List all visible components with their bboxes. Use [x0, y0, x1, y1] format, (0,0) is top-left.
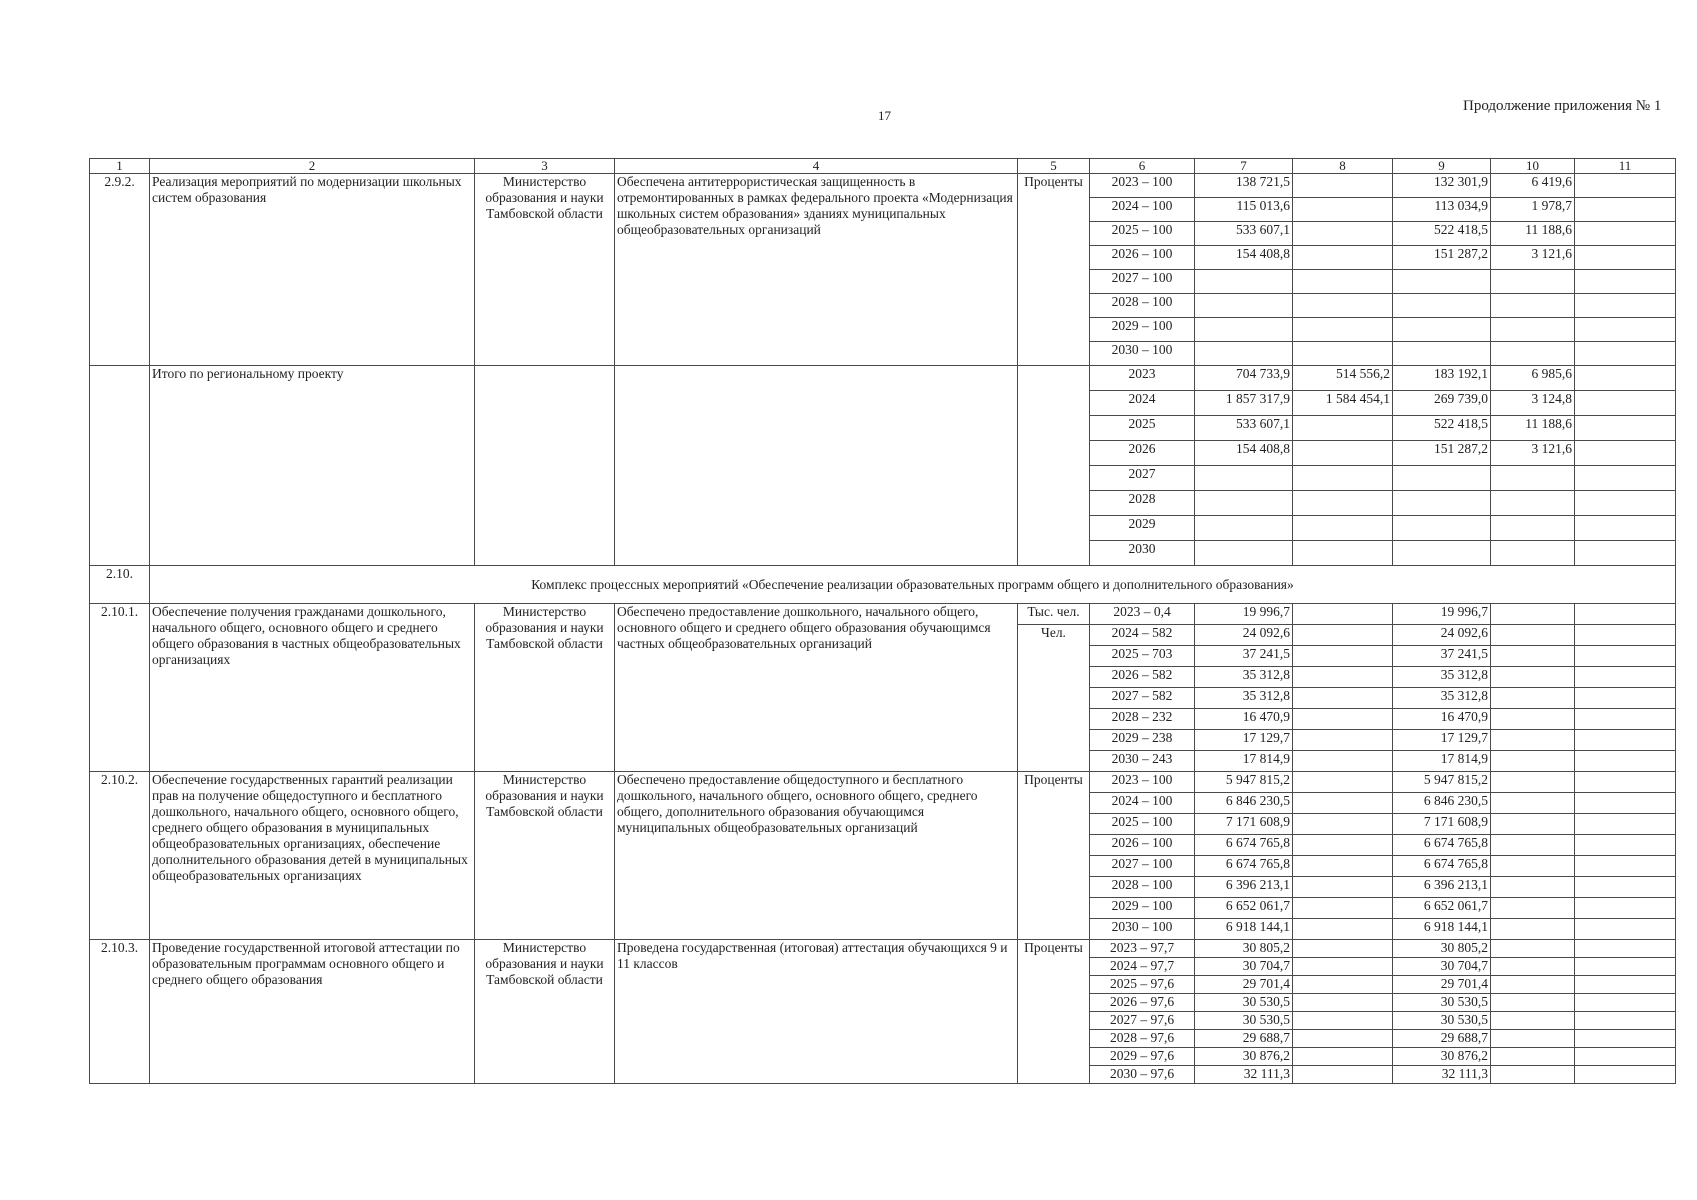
value-cell [1293, 516, 1393, 541]
value-cell [1195, 342, 1293, 366]
value-cell: 3 121,6 [1491, 246, 1575, 270]
value-cell: 6 674 765,8 [1393, 856, 1491, 877]
value-cell [1293, 835, 1393, 856]
year-cell: 2030 – 243 [1090, 751, 1195, 772]
column-header: 9 [1393, 159, 1491, 174]
value-cell: 29 688,7 [1393, 1030, 1491, 1048]
value-cell [1293, 294, 1393, 318]
row-executor: Министерство образования и науки Тамбовской области [475, 604, 615, 772]
row-code [90, 366, 150, 566]
value-cell [1293, 466, 1393, 491]
value-cell [1491, 940, 1575, 958]
value-cell [1195, 318, 1293, 342]
value-cell: 6 396 213,1 [1393, 877, 1491, 898]
table-body-part-2 [90, 604, 1676, 1084]
value-cell [1293, 246, 1393, 270]
value-cell [1393, 294, 1491, 318]
row-executor: Министерство образования и науки Тамбовской области [475, 940, 615, 1084]
value-cell: 29 701,4 [1393, 976, 1491, 994]
year-cell: 2029 – 238 [1090, 730, 1195, 751]
value-cell [1491, 793, 1575, 814]
year-cell: 2024 – 97,7 [1090, 958, 1195, 976]
table-row [90, 772, 1676, 793]
row-executor: Министерство образования и науки Тамбовской области [475, 772, 615, 940]
value-cell [1393, 318, 1491, 342]
row-result: Проведена государственная (итоговая) аттестация обучающихся 9 и 11 классов [615, 940, 1018, 1084]
value-cell [1393, 342, 1491, 366]
value-cell [1293, 1048, 1393, 1066]
value-cell: 17 129,7 [1195, 730, 1293, 751]
value-cell [1293, 814, 1393, 835]
value-cell [1491, 342, 1575, 366]
value-cell [1575, 318, 1676, 342]
table-body-part-1 [90, 174, 1676, 566]
year-cell: 2026 – 100 [1090, 246, 1195, 270]
value-cell [1293, 793, 1393, 814]
value-cell: 1 857 317,9 [1195, 391, 1293, 416]
value-cell: 3 124,8 [1491, 391, 1575, 416]
value-cell [1293, 198, 1393, 222]
value-cell [1491, 516, 1575, 541]
value-cell [1491, 994, 1575, 1012]
value-cell: 30 704,7 [1195, 958, 1293, 976]
value-cell [1575, 1012, 1676, 1030]
row-unit: Проценты [1018, 772, 1090, 940]
page-number: 17 [878, 108, 891, 123]
value-cell [1575, 541, 1676, 566]
value-cell [1575, 198, 1676, 222]
value-cell [1575, 730, 1676, 751]
value-cell: 35 312,8 [1195, 688, 1293, 709]
value-cell [1491, 877, 1575, 898]
table-row [90, 366, 1676, 391]
value-cell [1293, 625, 1393, 646]
value-cell [1293, 441, 1393, 466]
value-cell [1575, 856, 1676, 877]
value-cell [1491, 667, 1575, 688]
value-cell [1575, 958, 1676, 976]
value-cell [1575, 270, 1676, 294]
section-header [90, 566, 1676, 604]
value-cell [1293, 856, 1393, 877]
value-cell [1491, 814, 1575, 835]
value-cell [1575, 1048, 1676, 1066]
value-cell [1491, 270, 1575, 294]
value-cell: 6 652 061,7 [1195, 898, 1293, 919]
value-cell [1575, 366, 1676, 391]
value-cell [1393, 491, 1491, 516]
value-cell: 704 733,9 [1195, 366, 1293, 391]
value-cell: 30 530,5 [1393, 1012, 1491, 1030]
row-unit-secondary: Чел. [1018, 625, 1090, 772]
value-cell [1293, 940, 1393, 958]
value-cell: 6 985,6 [1491, 366, 1575, 391]
value-cell [1575, 772, 1676, 793]
value-cell: 19 996,7 [1195, 604, 1293, 625]
value-cell: 30 805,2 [1393, 940, 1491, 958]
value-cell [1491, 1066, 1575, 1084]
value-cell [1575, 516, 1676, 541]
value-cell [1575, 877, 1676, 898]
value-cell [1393, 541, 1491, 566]
value-cell: 6 674 765,8 [1393, 835, 1491, 856]
value-cell [1491, 604, 1575, 625]
year-cell: 2030 [1090, 541, 1195, 566]
value-cell: 37 241,5 [1195, 646, 1293, 667]
value-cell: 32 111,3 [1393, 1066, 1491, 1084]
row-code: 2.9.2. [90, 174, 150, 366]
column-header: 6 [1090, 159, 1195, 174]
row-unit: Тыс. чел. [1018, 604, 1090, 625]
value-cell: 29 701,4 [1195, 976, 1293, 994]
value-cell: 11 188,6 [1491, 222, 1575, 246]
value-cell: 32 111,3 [1195, 1066, 1293, 1084]
column-header: 10 [1491, 159, 1575, 174]
continuation-label: Продолжение приложения № 1 [1463, 98, 1662, 114]
value-cell: 151 287,2 [1393, 441, 1491, 466]
row-result: Обеспечена антитеррористическая защищенность в отремонтированных в рамках федерального проекта «Модернизация школьных систем образования» зданиях муниципальных общеобразовательных организаций [615, 174, 1018, 366]
value-cell [1195, 541, 1293, 566]
year-cell: 2028 – 100 [1090, 877, 1195, 898]
year-cell: 2030 – 100 [1090, 919, 1195, 940]
year-cell: 2029 – 100 [1090, 898, 1195, 919]
value-cell [1491, 898, 1575, 919]
value-cell: 24 092,6 [1393, 625, 1491, 646]
value-cell [1293, 919, 1393, 940]
value-cell: 6 846 230,5 [1195, 793, 1293, 814]
value-cell: 1 584 454,1 [1293, 391, 1393, 416]
value-cell [1293, 667, 1393, 688]
year-cell: 2029 – 100 [1090, 318, 1195, 342]
value-cell [1575, 491, 1676, 516]
value-cell: 132 301,9 [1393, 174, 1491, 198]
value-cell [1575, 835, 1676, 856]
year-cell: 2029 – 97,6 [1090, 1048, 1195, 1066]
value-cell [1491, 294, 1575, 318]
value-cell: 269 739,0 [1393, 391, 1491, 416]
year-cell: 2024 [1090, 391, 1195, 416]
value-cell [1575, 994, 1676, 1012]
year-cell: 2026 – 582 [1090, 667, 1195, 688]
row-name: Реализация мероприятий по модернизации школьных систем образования [150, 174, 475, 366]
value-cell: 30 530,5 [1195, 994, 1293, 1012]
value-cell: 30 530,5 [1393, 994, 1491, 1012]
value-cell [1293, 994, 1393, 1012]
value-cell: 6 918 144,1 [1195, 919, 1293, 940]
value-cell: 514 556,2 [1293, 366, 1393, 391]
row-unit: Проценты [1018, 174, 1090, 366]
value-cell [1575, 793, 1676, 814]
value-cell [1491, 491, 1575, 516]
row-unit [1018, 366, 1090, 566]
year-cell: 2023 – 0,4 [1090, 604, 1195, 625]
section-code: 2.10. [90, 566, 150, 604]
value-cell [1491, 751, 1575, 772]
value-cell [1575, 646, 1676, 667]
year-cell: 2028 – 97,6 [1090, 1030, 1195, 1048]
value-cell [1575, 940, 1676, 958]
column-header: 4 [615, 159, 1018, 174]
value-cell: 154 408,8 [1195, 246, 1293, 270]
value-cell: 522 418,5 [1393, 416, 1491, 441]
value-cell [1491, 688, 1575, 709]
value-cell [1293, 1030, 1393, 1048]
value-cell [1491, 1030, 1575, 1048]
value-cell: 17 814,9 [1393, 751, 1491, 772]
value-cell: 19 996,7 [1393, 604, 1491, 625]
value-cell [1195, 270, 1293, 294]
row-name: Итого по региональному проекту [150, 366, 475, 566]
value-cell [1575, 688, 1676, 709]
value-cell [1293, 604, 1393, 625]
table-row [90, 604, 1676, 625]
year-cell: 2025 [1090, 416, 1195, 441]
program-table [89, 158, 1676, 1084]
value-cell [1575, 976, 1676, 994]
value-cell: 115 013,6 [1195, 198, 1293, 222]
value-cell [1195, 516, 1293, 541]
year-cell: 2027 [1090, 466, 1195, 491]
year-cell: 2027 – 100 [1090, 270, 1195, 294]
row-executor [475, 366, 615, 566]
year-cell: 2024 – 582 [1090, 625, 1195, 646]
column-header: 5 [1018, 159, 1090, 174]
value-cell: 30 704,7 [1393, 958, 1491, 976]
value-cell: 138 721,5 [1195, 174, 1293, 198]
value-cell [1491, 1048, 1575, 1066]
value-cell: 113 034,9 [1393, 198, 1491, 222]
value-cell [1575, 466, 1676, 491]
column-header: 1 [90, 159, 150, 174]
value-cell [1195, 466, 1293, 491]
row-unit: Проценты [1018, 940, 1090, 1084]
value-cell: 522 418,5 [1393, 222, 1491, 246]
year-cell: 2024 – 100 [1090, 793, 1195, 814]
value-cell [1575, 751, 1676, 772]
value-cell [1575, 814, 1676, 835]
value-cell: 17 814,9 [1195, 751, 1293, 772]
value-cell [1491, 466, 1575, 491]
year-cell: 2029 [1090, 516, 1195, 541]
value-cell: 1 978,7 [1491, 198, 1575, 222]
row-name: Проведение государственной итоговой аттестации по образовательным программам основного общего и среднего общего образования [150, 940, 475, 1084]
value-cell: 3 121,6 [1491, 441, 1575, 466]
value-cell [1293, 730, 1393, 751]
value-cell [1575, 342, 1676, 366]
value-cell [1293, 342, 1393, 366]
value-cell [1491, 919, 1575, 940]
row-name: Обеспечение получения гражданами дошкольного, начального общего, основного общего и среднего общего образования в частных общеобразовательных организациях [150, 604, 475, 772]
value-cell [1393, 270, 1491, 294]
value-cell: 5 947 815,2 [1393, 772, 1491, 793]
value-cell [1293, 174, 1393, 198]
value-cell [1293, 772, 1393, 793]
value-cell: 37 241,5 [1393, 646, 1491, 667]
value-cell [1575, 391, 1676, 416]
value-cell [1575, 441, 1676, 466]
row-result [615, 366, 1018, 566]
value-cell: 151 287,2 [1393, 246, 1491, 270]
value-cell [1491, 976, 1575, 994]
year-cell: 2028 [1090, 491, 1195, 516]
value-cell: 11 188,6 [1491, 416, 1575, 441]
value-cell [1575, 709, 1676, 730]
value-cell [1293, 877, 1393, 898]
row-executor: Министерство образования и науки Тамбовской области [475, 174, 615, 366]
row-code: 2.10.3. [90, 940, 150, 1084]
year-cell: 2030 – 100 [1090, 342, 1195, 366]
value-cell: 35 312,8 [1393, 667, 1491, 688]
value-cell [1491, 541, 1575, 566]
year-cell: 2025 – 100 [1090, 222, 1195, 246]
value-cell [1491, 1012, 1575, 1030]
value-cell [1491, 772, 1575, 793]
value-cell [1293, 416, 1393, 441]
value-cell [1195, 491, 1293, 516]
value-cell [1293, 898, 1393, 919]
value-cell [1293, 958, 1393, 976]
value-cell: 16 470,9 [1195, 709, 1293, 730]
year-cell: 2026 – 100 [1090, 835, 1195, 856]
value-cell [1393, 466, 1491, 491]
value-cell: 154 408,8 [1195, 441, 1293, 466]
value-cell [1293, 541, 1393, 566]
column-header: 7 [1195, 159, 1293, 174]
value-cell [1293, 270, 1393, 294]
value-cell [1293, 751, 1393, 772]
value-cell: 35 312,8 [1393, 688, 1491, 709]
value-cell [1491, 856, 1575, 877]
value-cell: 6 652 061,7 [1393, 898, 1491, 919]
value-cell [1195, 294, 1293, 318]
value-cell [1491, 730, 1575, 751]
table-row [90, 174, 1676, 198]
value-cell [1491, 709, 1575, 730]
value-cell [1293, 222, 1393, 246]
value-cell [1293, 976, 1393, 994]
value-cell [1575, 1066, 1676, 1084]
value-cell: 30 876,2 [1393, 1048, 1491, 1066]
value-cell [1491, 835, 1575, 856]
row-result: Обеспечено предоставление дошкольного, начального общего, основного общего и среднего общего образования обучающимся частных общеобразовательных организаций [615, 604, 1018, 772]
year-cell: 2026 – 97,6 [1090, 994, 1195, 1012]
row-code: 2.10.2. [90, 772, 150, 940]
year-cell: 2025 – 100 [1090, 814, 1195, 835]
value-cell: 533 607,1 [1195, 416, 1293, 441]
year-cell: 2024 – 100 [1090, 198, 1195, 222]
value-cell [1575, 174, 1676, 198]
value-cell [1293, 1066, 1393, 1084]
value-cell: 7 171 608,9 [1393, 814, 1491, 835]
value-cell: 183 192,1 [1393, 366, 1491, 391]
value-cell [1575, 625, 1676, 646]
value-cell: 6 674 765,8 [1195, 835, 1293, 856]
value-cell: 6 396 213,1 [1195, 877, 1293, 898]
value-cell [1293, 1012, 1393, 1030]
value-cell: 30 876,2 [1195, 1048, 1293, 1066]
value-cell [1575, 898, 1676, 919]
value-cell: 5 947 815,2 [1195, 772, 1293, 793]
value-cell: 17 129,7 [1393, 730, 1491, 751]
year-cell: 2027 – 100 [1090, 856, 1195, 877]
value-cell: 7 171 608,9 [1195, 814, 1293, 835]
value-cell: 6 674 765,8 [1195, 856, 1293, 877]
year-cell: 2030 – 97,6 [1090, 1066, 1195, 1084]
value-cell [1491, 646, 1575, 667]
value-cell [1575, 246, 1676, 270]
value-cell: 30 530,5 [1195, 1012, 1293, 1030]
value-cell [1491, 625, 1575, 646]
value-cell [1293, 646, 1393, 667]
value-cell: 16 470,9 [1393, 709, 1491, 730]
year-cell: 2025 – 97,6 [1090, 976, 1195, 994]
column-numbers-row [90, 159, 1676, 174]
year-cell: 2023 – 97,7 [1090, 940, 1195, 958]
column-header: 3 [475, 159, 615, 174]
year-cell: 2028 – 232 [1090, 709, 1195, 730]
value-cell [1293, 491, 1393, 516]
value-cell [1293, 709, 1393, 730]
value-cell [1293, 688, 1393, 709]
year-cell: 2027 – 582 [1090, 688, 1195, 709]
value-cell: 6 918 144,1 [1393, 919, 1491, 940]
value-cell [1575, 919, 1676, 940]
section-row [90, 566, 1676, 604]
value-cell: 24 092,6 [1195, 625, 1293, 646]
value-cell [1491, 958, 1575, 976]
section-title: Комплекс процессных мероприятий «Обеспечение реализации образовательных программ общего и дополнительного образования» [150, 566, 1676, 604]
year-cell: 2023 [1090, 366, 1195, 391]
value-cell [1575, 667, 1676, 688]
value-cell [1293, 318, 1393, 342]
value-cell: 6 846 230,5 [1393, 793, 1491, 814]
row-code: 2.10.1. [90, 604, 150, 772]
year-cell: 2027 – 97,6 [1090, 1012, 1195, 1030]
year-cell: 2023 – 100 [1090, 772, 1195, 793]
value-cell [1393, 516, 1491, 541]
table-row [90, 940, 1676, 958]
year-cell: 2025 – 703 [1090, 646, 1195, 667]
value-cell: 35 312,8 [1195, 667, 1293, 688]
column-header: 8 [1293, 159, 1393, 174]
column-header: 2 [150, 159, 475, 174]
value-cell [1575, 1030, 1676, 1048]
value-cell: 6 419,6 [1491, 174, 1575, 198]
row-name: Обеспечение государственных гарантий реализации прав на получение общедоступного и бесплатного дошкольного, начального общего, основного общего, среднего общего образования в муниципальных общеобразовательных организациях, обеспечение дополнительного образования детей в муниципальных общеобразовательных организациях [150, 772, 475, 940]
value-cell: 29 688,7 [1195, 1030, 1293, 1048]
row-result: Обеспечено предоставление общедоступного и бесплатного дошкольного, начального общего, основного общего, среднего общего, дополнительного образования обучающимся муниципальных общеобразовательных организаций [615, 772, 1018, 940]
value-cell: 30 805,2 [1195, 940, 1293, 958]
value-cell [1575, 416, 1676, 441]
year-cell: 2028 – 100 [1090, 294, 1195, 318]
value-cell [1575, 604, 1676, 625]
year-cell: 2026 [1090, 441, 1195, 466]
column-header: 11 [1575, 159, 1676, 174]
year-cell: 2023 – 100 [1090, 174, 1195, 198]
value-cell [1575, 294, 1676, 318]
value-cell [1491, 318, 1575, 342]
value-cell: 533 607,1 [1195, 222, 1293, 246]
value-cell [1575, 222, 1676, 246]
